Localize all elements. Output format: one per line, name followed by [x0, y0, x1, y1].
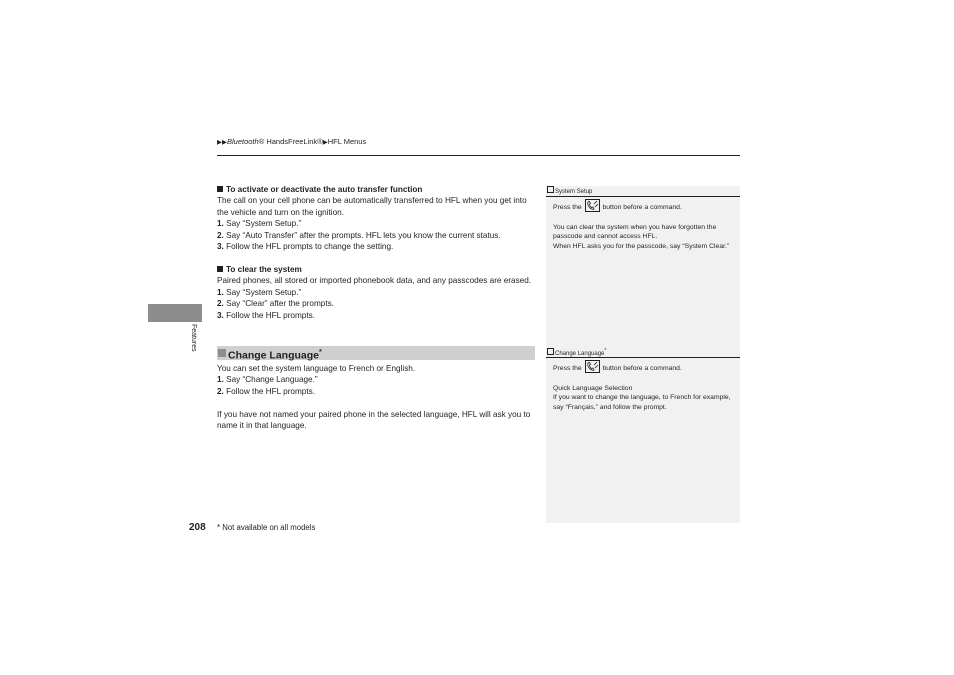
square-bullet-icon [217, 266, 223, 272]
note-paragraph: If you want to change the language, to French for example, say “Français,” and follow the prompt. [553, 394, 731, 412]
list-item: 2. Say “Auto Transfer” after the prompts. HFL lets you know the current status. [217, 230, 501, 240]
chapter-tab [148, 304, 202, 322]
change-language-section [217, 363, 535, 431]
list-item: 3. Follow the HFL prompts. [217, 310, 315, 320]
system-setup-note [546, 186, 740, 252]
note-marker-icon [547, 348, 554, 355]
breadcrumb-arrow-icon: ▶▶ [217, 139, 227, 146]
change-language-section-bar [217, 346, 535, 360]
talk-button-icon [585, 199, 600, 212]
note-marker-icon [547, 186, 554, 193]
note-heading: Change Language* [546, 347, 740, 358]
list-item: 1. Say “System Setup.” [217, 287, 302, 297]
section-square-icon [218, 349, 226, 357]
note-press-talk: Press the button before a command. [553, 199, 732, 213]
breadcrumb [217, 137, 366, 146]
square-bullet-icon [217, 186, 223, 192]
change-language-title: Change Language* [228, 349, 322, 362]
breadcrumb-menus: HFL Menus [327, 137, 367, 146]
clear-system-heading: To clear the system [217, 264, 535, 275]
auto-transfer-heading: To activate or deactivate the auto transfer function [217, 184, 535, 195]
header-rule [217, 155, 740, 156]
list-item: 2. Follow the HFL prompts. [217, 386, 315, 396]
auto-transfer-section [217, 184, 535, 252]
auto-transfer-intro: The call on your cell phone can be automatically transferred to HFL when you get into the vehicle and turn on the ignition. [217, 196, 527, 217]
note-heading: System Setup [546, 186, 740, 197]
list-item: 3. Follow the HFL prompts to change the setting. [217, 242, 394, 252]
side-notes-panel [546, 186, 740, 523]
note-paragraph: You can clear the system when you have forgotten the passcode and cannot access HFL. [553, 223, 717, 241]
note-subheading: Quick Language Selection [553, 384, 633, 392]
talk-button-icon [585, 360, 600, 373]
change-language-note-box [546, 347, 740, 413]
note-paragraph: When HFL asks you for the passcode, say “System Clear.” [553, 243, 730, 251]
clear-system-section [217, 264, 535, 321]
note-press-talk: Press the button before a command. [553, 360, 732, 374]
list-item: 2. Say “Clear” after the prompts. [217, 299, 334, 309]
change-language-intro: You can set the system language to French or English. [217, 364, 416, 373]
chapter-label: Features [190, 324, 197, 352]
list-item: 1. Say “System Setup.” [217, 219, 302, 229]
clear-system-intro: Paired phones, all stored or imported phonebook data, and any passcodes are erased. [217, 276, 532, 286]
page-number: 208 [189, 522, 206, 533]
breadcrumb-hfl: HandsFreeLink® [264, 137, 323, 146]
breadcrumb-reg: ® [258, 137, 265, 146]
breadcrumb-bluetooth: Bluetooth [227, 137, 259, 146]
breadcrumb-arrow-icon: ▶ [322, 139, 328, 146]
footnote: * Not available on all models [217, 523, 316, 532]
change-language-note: If you have not named your paired phone in the selected language, HFL will ask you to name it in that language. [217, 409, 531, 431]
list-item: 1. Say “Change Language.” [217, 375, 318, 385]
